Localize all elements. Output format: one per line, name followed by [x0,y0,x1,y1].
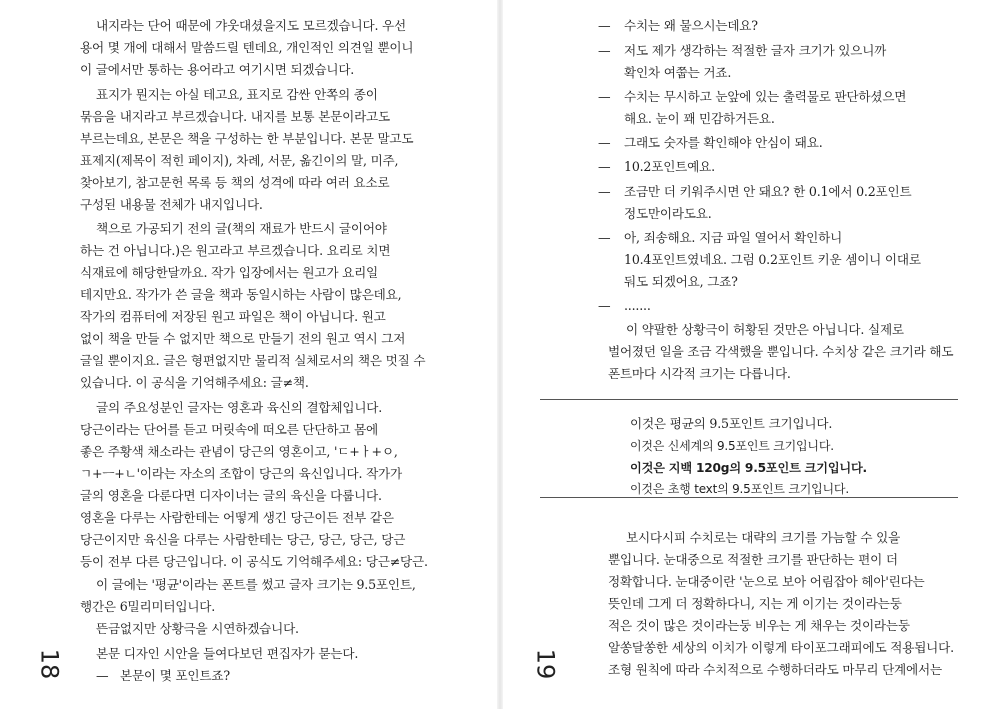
body-line: 찾아보기, 참고문헌 목록 등 책의 성격에 따라 여러 요소로 [80,175,390,190]
dialogue-dash: — [598,230,611,245]
para-line: 이 약팔한 상황극이 허황된 것만은 아닙니다. 실제로 [626,322,904,337]
body-line: 용어 몇 개에 대해서 말씀드릴 텐데요, 개인적인 의견일 뿐이니 [80,40,414,55]
para-line: 조형 원칙에 따라 수치적으로 수행하더라도 마무리 단계에서는 [608,662,942,677]
body-line: 이 글에서만 통하는 용어라고 여기시면 되겠습니다. [80,62,355,77]
dialogue-line: 10.4포인트였네요. 그럼 0.2포인트 키운 셈이니 이대로 [624,252,921,267]
body-line: 표지가 뭔지는 아실 테고요, 표지로 감싼 안쪽의 종이 [96,87,378,102]
body-line: 본문이 몇 포인트죠? [120,668,230,683]
font-sample: 이것은 신세계의 9.5포인트 크기입니다. [630,439,834,453]
body-line: 식재료에 해당한달까요. 작가 입장에서는 원고가 요리일 [80,265,379,280]
dialogue-line: ....... [624,298,651,313]
body-line: 글의 주요성분인 글자는 영혼과 육신의 결합체입니다. [96,400,383,415]
para-line: 알쏭달쏭한 세상의 이치가 이렇게 타이포그래피에도 적용됩니다. [608,640,954,655]
dialogue-dash: — [598,135,611,150]
dialogue-dash: — [598,184,611,199]
dialogue-line: 확인차 여쭙는 거죠. [624,65,732,80]
right-page [500,0,1000,709]
body-line: 좋은 주황색 채소라는 관념이 당근의 영혼이고, 'ㄷ+ㅏ+ㅇ, [80,444,398,459]
dialogue-line: 조금만 더 키워주시면 안 돼요? 한 0.1에서 0.2포인트 [624,184,912,199]
body-line: 하는 건 아닙니다.)은 원고라고 부르겠습니다. 요리로 치면 [80,243,391,258]
dialogue-line: 수치는 왜 물으시는데요? [624,18,758,33]
para-line: 벌어졌던 일을 조금 각색했을 뿐입니다. 수치상 같은 크기라 해도 [608,344,954,359]
body-line: 본문 디자인 시안을 들여다보던 편집자가 묻는다. [96,646,359,661]
font-sample: 이것은 지백 120g의 9.5포인트 크기입니다. [630,461,867,475]
body-line: 작가의 컴퓨터에 저장된 원고 파일은 책이 아닙니다. 원고 [80,309,386,324]
dialogue-line: 둬도 되겠어요, 그죠? [624,274,738,289]
para-line: 보시다시피 수치로는 대략의 크기를 가늠할 수 있을 [626,530,901,545]
body-line: 묶음을 내지라고 부르겠습니다. 내지를 보통 본문이라고도 [80,109,390,124]
body-line: 영혼을 다루는 사람한테는 어떻게 생긴 당근이든 전부 같은 [80,510,394,525]
dialogue-line: 그래도 숫자를 확인해야 안심이 돼요. [624,135,823,150]
dialogue-line: 저도 제가 생각하는 적절한 글자 크기가 있으니까 [624,43,887,58]
para-line: 정확합니다. 눈대중이란 '눈으로 보아 어림잡아 헤아'린다는 [608,574,925,589]
dialogue-dash: — [598,18,611,33]
body-line: 부르는데요, 본문은 책을 구성하는 한 부분입니다. 본문 말고도 [80,131,414,146]
body-line: — [96,668,109,683]
page-number-right: 19 [531,648,560,680]
body-line: 책으로 가공되기 전의 글(책의 재료가 반드시 글이어야 [96,221,387,236]
para-line: 뜻인데 그게 더 정확하다니, 지는 게 이기는 것이라는둥 [608,596,902,611]
body-line: 구성된 내용물 전체가 내지입니다. [80,197,263,212]
body-line: 글일 뿐이지요. 글은 형편없지만 물리적 실체로서의 책은 멋질 수 [80,353,426,368]
body-line: 이 글에는 '평균'이라는 폰트를 썼고 글자 크기는 9.5포인트, [96,577,416,592]
rule-bottom [540,497,958,498]
body-line: 내지라는 단어 때문에 갸웃대셨을지도 모르겠습니다. 우선 [96,18,406,33]
dialogue-dash: — [598,298,611,313]
body-line: 뜬금없지만 상황극을 시연하겠습니다. [96,621,299,636]
font-sample: 이것은 평균의 9.5포인트 크기입니다. [630,416,833,431]
rule-top [540,399,958,400]
body-line: 글의 영혼을 다룬다면 디자이너는 글의 육신을 다룹니다. [80,488,382,503]
para-line: 적은 것이 많은 것이라는둥 비우는 게 채우는 것이라는둥 [608,618,910,633]
body-line: 표제지(제목이 적힌 페이지), 차례, 서문, 옮긴이의 말, 미주, [80,153,399,168]
body-line: 있습니다. 이 공식을 기억해주세요: 글≠책. [80,375,309,390]
dialogue-dash: — [598,89,611,104]
dialogue-line: 아, 죄송해요. 지금 파일 열어서 확인하니 [624,230,843,245]
body-line: 테지만요. 작가가 쓴 글을 책과 동일시하는 사람이 많은데요, [80,287,402,302]
body-line: 행간은 6밀리미터입니다. [80,599,216,614]
dialogue-line: 해요. 눈이 꽤 민감하거든요. [624,111,775,126]
body-line: 당근이지만 육신을 다루는 사람한테는 당근, 당근, 당근, 당근 [80,532,406,547]
dialogue-line: 10.2포인트예요. [624,159,715,174]
body-line: 등이 전부 다른 당근입니다. 이 공식도 기억해주세요: 당근≠당근. [80,554,428,569]
dialogue-dash: — [598,159,611,174]
font-sample: 이것은 초행 text의 9.5포인트 크기입니다. [630,482,849,496]
page-number-left: 18 [35,648,64,680]
para-line: 뿐입니다. 눈대중으로 적절한 크기를 판단하는 편이 더 [608,552,898,567]
body-line: 당근이라는 단어를 듣고 머릿속에 떠오른 단단하고 몸에 [80,422,379,437]
dialogue-line: 수치는 무시하고 눈앞에 있는 출력물로 판단하셨으면 [624,89,907,104]
body-line: 없이 책을 만들 수 없지만 책으로 만들기 전의 원고 역시 그저 [80,331,406,346]
para-line: 폰트마다 시각적 크기는 다릅니다. [608,366,791,381]
dialogue-dash: — [598,43,611,58]
body-line: ㄱ+ㅡ+ㄴ'이라는 자소의 조합이 당근의 육신입니다. 작가가 [80,466,402,481]
dialogue-line: 정도만이라도요. [624,206,712,221]
